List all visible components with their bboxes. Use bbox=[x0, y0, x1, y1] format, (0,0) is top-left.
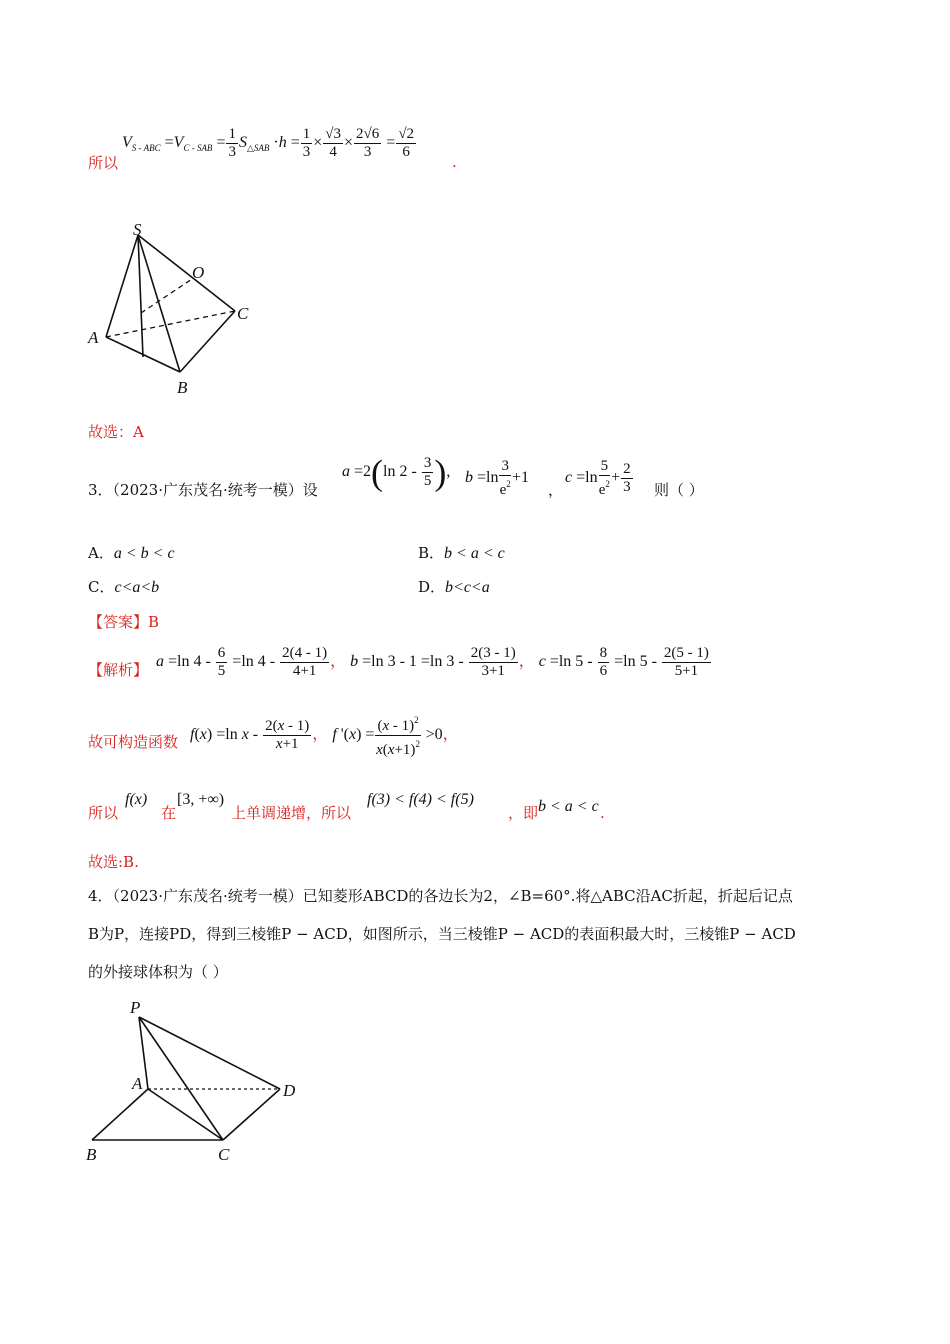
q3-option-b[interactable]: B．b < a < c bbox=[418, 544, 505, 562]
tetrahedron-figure-1 bbox=[80, 215, 270, 400]
label-B: B bbox=[177, 378, 188, 397]
q3-analysis-line3-fx: f(x) bbox=[125, 791, 148, 808]
edge-SB bbox=[138, 235, 180, 372]
q3-analysis-line3-then: ，即 bbox=[508, 804, 539, 822]
q3-source: （2023·广东茂名·统考一模）设 bbox=[112, 481, 318, 499]
top-formula-line bbox=[88, 135, 118, 175]
q3-analysis-line2: f(x) =ln x - $\frac{2(x - 1)}{x+1}$ ， f '(x) = $\frac{(x - 1)^2}{x(x+1)^2}$ >0， bbox=[190, 712, 459, 760]
q4-line3: 的外接球体积为（ ） bbox=[88, 963, 228, 981]
label-A: A bbox=[88, 328, 99, 347]
label-A: A bbox=[132, 1074, 143, 1093]
q4-number: 4． bbox=[88, 887, 113, 905]
q3-analysis-line3-in: 在 bbox=[161, 804, 177, 822]
top-formula-prefix: 所以 bbox=[88, 154, 119, 172]
q3-c-def: c =ln $\frac{5}{e^2}$ + $\frac{2}{3}$ bbox=[565, 458, 631, 498]
label-B: B bbox=[86, 1145, 97, 1164]
edge-AC bbox=[148, 1089, 223, 1140]
q3-analysis-line3-ineq: f(3) < f(4) < f(5) bbox=[367, 791, 474, 808]
q3-analysis-line3-end: . bbox=[600, 804, 605, 822]
q4-line1 bbox=[88, 886, 793, 906]
q3-option-d[interactable]: D．b<c<a bbox=[418, 578, 490, 596]
label-O: O bbox=[192, 263, 205, 282]
label-P: P bbox=[130, 998, 141, 1017]
label-D: D bbox=[283, 1081, 296, 1100]
q3-b-def: b =ln $\frac{3}{e^2}$ +1 bbox=[465, 458, 529, 498]
edge-CD bbox=[223, 1089, 280, 1140]
height-line bbox=[138, 235, 143, 357]
label-S: S bbox=[133, 220, 142, 239]
q3-tail: 则（ ） bbox=[654, 481, 704, 499]
q3-number: 3． bbox=[88, 481, 113, 499]
edge-SC bbox=[138, 235, 235, 311]
top-formula-expr: $V_{S - ABC} =V_{C - SAB}$ = $\frac{1}{3}$ $S_{\triangle SAB} \cdot h$ = $\frac{1}{3}$ × $\frac{√3}{4}$ × $\frac{2√6}{3}$ = $\frac{√2}{6}$ bbox=[122, 126, 415, 160]
q3-answer: 【答案】B bbox=[88, 613, 160, 631]
edge-SA bbox=[106, 235, 138, 337]
q3-option-a[interactable]: A．a < b < c bbox=[88, 544, 175, 562]
q3-analysis-tag: 【解析】 bbox=[88, 661, 149, 679]
edge-PC bbox=[139, 1017, 223, 1140]
q3-analysis-line3-result: b < a < c bbox=[538, 798, 599, 815]
pyramid-figure-2 bbox=[80, 992, 320, 1172]
q4-line1-text: （2023·广东茂名·统考一模）已知菱形ABCD的各边长为2，∠B=60°.将△ABC沿AC折起，折起后记点 bbox=[112, 887, 793, 905]
q3-analysis-line3-interval: [3, +∞) bbox=[177, 791, 225, 808]
q3-option-c[interactable]: C．c<a<b bbox=[88, 578, 160, 596]
q3-comma-1: ， bbox=[548, 481, 564, 499]
edge-AB bbox=[92, 1089, 148, 1140]
q3-analysis-line2-prefix: 故可构造函数 bbox=[88, 733, 179, 751]
edge-PD bbox=[139, 1017, 280, 1089]
top-formula-end: . bbox=[452, 153, 457, 171]
segment-O-hidden bbox=[141, 279, 192, 313]
q3-a-def: a =2(ln 2 - $\frac{3}{5}$ ), bbox=[342, 452, 451, 493]
label-C: C bbox=[218, 1145, 230, 1164]
q3-choose: 故选:B. bbox=[88, 853, 139, 871]
q4-line2: B为P，连接PD，得到三棱锥P − ACD，如图所示，当三棱锥P − ACD的表面积最大时，三棱锥P − ACD bbox=[88, 925, 796, 943]
q3-analysis-line1: a =ln 4 - $\frac{6}{5}$ =ln 4 - $\frac{2(4 - 1)}{4+1}$ ， b =ln 3 - 1 =ln 3 - $\frac{2(3 - 1)}{3+1}$ ， c =ln 5 - $\frac{8}{6}$ =ln 5 - $\frac{2(5 - 1)}{5+1}$ bbox=[156, 645, 709, 679]
q3-analysis-line3-prefix: 所以 bbox=[88, 804, 119, 822]
choose-answer-1: 故选：A bbox=[88, 423, 144, 441]
label-C: C bbox=[237, 304, 249, 323]
q3-analysis-line3-mid: 上单调递增，所以 bbox=[231, 804, 352, 822]
q3-stem bbox=[88, 480, 318, 500]
